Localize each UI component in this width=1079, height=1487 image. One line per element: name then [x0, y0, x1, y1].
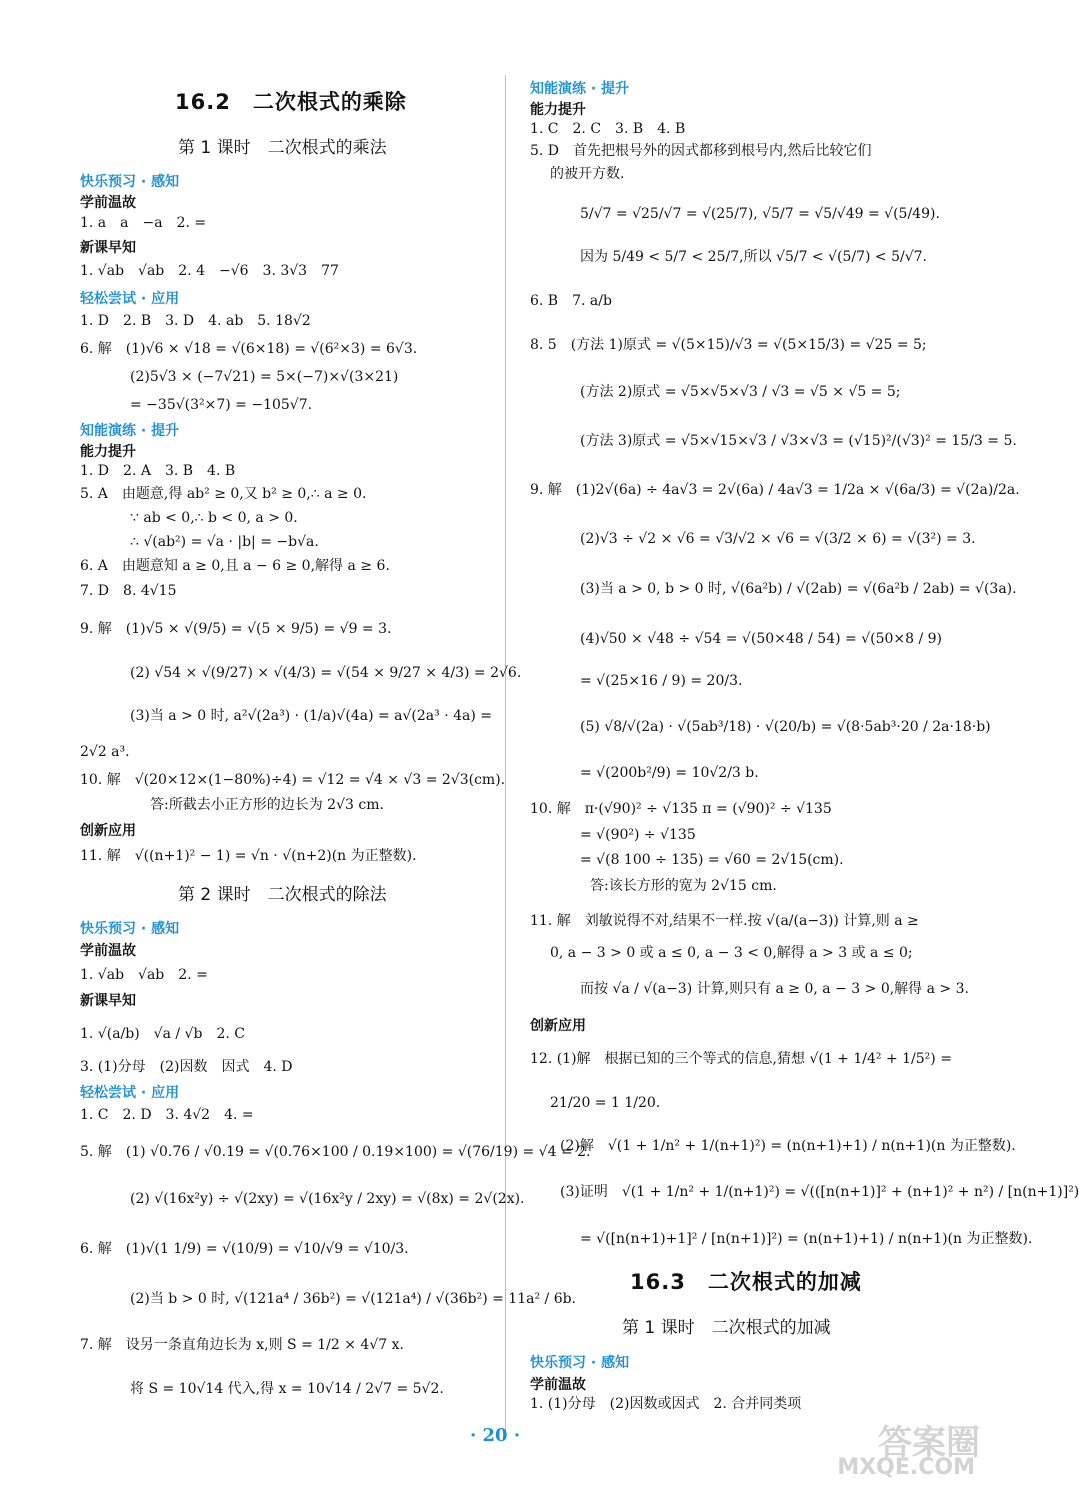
answer-line: 10. 解 √(20×12×(1−80%)÷4) = √12 = √4 × √3 = 2√3(cm).: [80, 772, 506, 788]
answer-line: 答:所截去小正方形的边长为 2√3 cm.: [150, 797, 384, 813]
answer-line: 10. 解 π·(√90)² ÷ √135 π = (√90)² ÷ √135: [530, 801, 832, 817]
lesson-2-title: 第 2 课时 二次根式的除法: [178, 885, 387, 905]
answer-line: 5. D 首先把根号外的因式都移到根号内,然后比较它们: [530, 143, 872, 159]
answer-line: 1. D 2. B 3. D 4. ab 5. 18√2: [80, 313, 311, 329]
answer-line: = √([n(n+1)+1]² / [n(n+1)]²) = (n(n+1)+1) / n(n+1)(n 为正整数).: [580, 1231, 1033, 1247]
answer-line: = √(8 100 ÷ 135) = √60 = 2√15(cm).: [580, 852, 844, 868]
answer-line: (方法 2)原式 = √5×√5×√3 / √3 = √5 × √5 = 5;: [580, 384, 901, 400]
lesson-3-title: 第 1 课时 二次根式的加减: [622, 1318, 831, 1338]
answer-line: (4)√50 × √48 ÷ √54 = √(50×48 / 54) = √(50×8 / 9): [580, 631, 943, 647]
page-number: · 20 ·: [470, 1425, 521, 1446]
answer-line: (2)当 b > 0 时, √(121a⁴ / 36b²) = √(121a⁴) / √(36b²) = 11a² / 6b.: [130, 1291, 577, 1307]
answer-line: (5) √8/√(2a) · √(5ab³/18) · √(20/b) = √(8·5ab³·20 / 2a·18·b): [580, 719, 991, 735]
answer-line: 0, a − 3 > 0 或 a ≤ 0, a − 3 < 0,解得 a > 3 或 a ≤ 0;: [550, 945, 913, 961]
answer-line: 6. A 由题意知 a ≥ 0,且 a − 6 ≥ 0,解得 a ≥ 6.: [80, 558, 390, 574]
tag-try: 轻松尝试 · 应用: [80, 1085, 180, 1101]
sub-review: 学前温故: [530, 1377, 586, 1393]
answer-line: 11. 解 √((n+1)² − 1) = √n · √(n+2)(n 为正整数).: [80, 848, 417, 864]
answer-line: 将 S = 10√14 代入,得 x = 10√14 / 2√7 = 5√2.: [130, 1381, 444, 1397]
answer-line: 而按 √a / √(a−3) 计算,则只有 a ≥ 0, a − 3 > 0,解得 a > 3.: [580, 981, 969, 997]
answer-line: (3)当 a > 0 时, a²√(2a³) · (1/a)√(4a) = a√(2a³ · 4a) =: [130, 708, 493, 724]
section-title-16-2: 16.2 二次根式的乘除: [175, 90, 407, 114]
answer-line: 1. a a −a 2. =: [80, 215, 207, 231]
tag-practice: 知能演练 · 提升: [80, 423, 180, 439]
sub-ability: 能力提升: [530, 102, 586, 118]
answer-line: 1. C 2. C 3. B 4. B: [530, 121, 686, 137]
answer-line: 答:该长方形的宽为 2√15 cm.: [590, 878, 777, 894]
answer-line: 6. 解 (1)√(1 1/9) = √(10/9) = √10/√9 = √10/3.: [80, 1241, 409, 1257]
answer-line: = −35√(3²×7) = −105√7.: [130, 397, 313, 413]
answer-line: 7. D 8. 4√15: [80, 583, 177, 599]
answer-line: 7. 解 设另一条直角边长为 x,则 S = 1/2 × 4√7 x.: [80, 1337, 404, 1353]
answer-line: 5. A 由题意,得 ab² ≥ 0,又 b² ≥ 0,∴ a ≥ 0.: [80, 486, 367, 502]
answer-line: 1. D 2. A 3. B 4. B: [80, 463, 236, 479]
answer-line: (3)证明 √(1 + 1/n² + 1/(n+1)²) = √(([n(n+1)]² + (n+1)² + n²) / [n(n+1)]²): [560, 1184, 1079, 1200]
answer-line: (2)解 √(1 + 1/n² + 1/(n+1)²) = (n(n+1)+1) / n(n+1)(n 为正整数).: [560, 1138, 1016, 1154]
answer-line: 21/20 = 1 1/20.: [550, 1095, 661, 1111]
sub-ability: 能力提升: [80, 444, 136, 460]
answer-line: 1. √ab √ab 2. =: [80, 967, 208, 983]
answer-line: 11. 解 刘敏说得不对,结果不一样.按 √(a/(a−3)) 计算,则 a ≥: [530, 913, 919, 929]
answer-line: 1. √(a/b) √a / √b 2. C: [80, 1026, 245, 1042]
answer-line: 因为 5/49 < 5/7 < 25/7,所以 √5/7 < √(5/7) < 5/√7.: [580, 249, 928, 265]
answer-line: 1. C 2. D 3. 4√2 4. =: [80, 1107, 254, 1123]
sub-new: 新课早知: [80, 240, 136, 256]
tag-preview: 快乐预习 · 感知: [530, 1355, 630, 1371]
answer-line: 2√2 a³.: [80, 744, 130, 760]
answer-line: 1. (1)分母 (2)因数或因式 2. 合并同类项: [530, 1396, 802, 1412]
answer-line: (2) √(16x²y) ÷ √(2xy) = √(16x²y / 2xy) = √(8x) = 2√(2x).: [130, 1191, 525, 1207]
tag-preview: 快乐预习 · 感知: [80, 921, 180, 937]
lesson-1-title: 第 1 课时 二次根式的乘法: [178, 138, 387, 158]
answer-line: 的被开方数.: [550, 166, 625, 182]
answer-line: 8. 5 (方法 1)原式 = √(5×15)/√3 = √(5×15/3) = √25 = 5;: [530, 337, 927, 353]
tag-preview: 快乐预习 · 感知: [80, 174, 180, 190]
column-divider: [505, 75, 506, 1435]
answer-line: ∵ ab < 0,∴ b < 0, a > 0.: [130, 510, 298, 526]
answer-line: 5/√7 = √25/√7 = √(25/7), √5/7 = √5/√49 = √(5/49).: [580, 206, 940, 222]
answer-line: 3. (1)分母 (2)因数 因式 4. D: [80, 1059, 293, 1075]
watermark-url: MXQE.COM: [837, 1455, 975, 1480]
answer-line: 1. √ab √ab 2. 4 −√6 3. 3√3 77: [80, 263, 339, 279]
section-title-16-3: 16.3 二次根式的加减: [630, 1270, 862, 1294]
answer-line: 9. 解 (1)2√(6a) ÷ 4a√3 = 2√(6a) / 4a√3 = 1/2a × √(6a/3) = √(2a)/2a.: [530, 482, 1020, 498]
sub-create: 创新应用: [80, 823, 136, 839]
tag-practice: 知能演练 · 提升: [530, 81, 630, 97]
answer-line: 6. 解 (1)√6 × √18 = √(6×18) = √(6²×3) = 6√3.: [80, 341, 418, 357]
answer-line: (2)√3 ÷ √2 × √6 = √3/√2 × √6 = √(3/2 × 6) = √(3²) = 3.: [580, 531, 976, 547]
answer-line: = √(90²) ÷ √135: [580, 827, 696, 843]
answer-line: (2) √54 × √(9/27) × √(4/3) = √(54 × 9/27 × 4/3) = 2√6.: [130, 665, 522, 681]
answer-line: 12. (1)解 根据已知的三个等式的信息,猜想 √(1 + 1/4² + 1/5²) =: [530, 1051, 952, 1067]
answer-line: (3)当 a > 0, b > 0 时, √(6a²b) / √(2ab) = √(6a²b / 2ab) = √(3a).: [580, 581, 1017, 597]
answer-line: (方法 3)原式 = √5×√15×√3 / √3×√3 = (√15)²/(√3)² = 15/3 = 5.: [580, 433, 1017, 449]
answer-line: 6. B 7. a/b: [530, 293, 612, 309]
answer-line: ∴ √(ab²) = √a · |b| = −b√a.: [130, 534, 319, 550]
sub-create: 创新应用: [530, 1018, 586, 1034]
answer-line: 5. 解 (1) √0.76 / √0.19 = √(0.76×100 / 0.19×100) = √(76/19) = √4 = 2.: [80, 1144, 591, 1160]
answer-line: (2)5√3 × (−7√21) = 5×(−7)×√(3×21): [130, 369, 399, 385]
sub-review: 学前温故: [80, 943, 136, 959]
answer-line: 9. 解 (1)√5 × √(9/5) = √(5 × 9/5) = √9 = 3.: [80, 621, 392, 637]
answer-line: = √(25×16 / 9) = 20/3.: [580, 673, 743, 689]
sub-review: 学前温故: [80, 195, 136, 211]
sub-new: 新课早知: [80, 993, 136, 1009]
watermark-logo: 答案圈: [878, 1423, 980, 1463]
tag-try: 轻松尝试 · 应用: [80, 291, 180, 307]
answer-line: = √(200b²/9) = 10√2/3 b.: [580, 765, 759, 781]
